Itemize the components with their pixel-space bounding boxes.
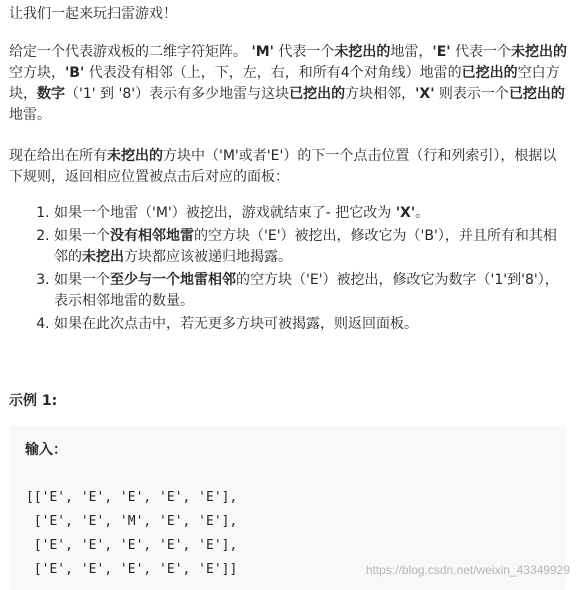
rule-item [54, 203, 559, 224]
text-span: 如果一个地雷（'M'）被挖出，游戏就结束了- 把它改为 [54, 205, 396, 221]
bold-term: 没有相邻地雷 [110, 228, 194, 244]
click-instruction-paragraph [9, 146, 569, 188]
text-span: 地雷。 [9, 107, 51, 123]
rule-item [54, 226, 559, 268]
text-span: 代表没有相邻（上，下，左，右，和所有4个对角线）地雷的 [84, 65, 462, 81]
rules-list [9, 203, 559, 337]
text-span: 如果一个 [54, 228, 110, 244]
bold-term: 已挖出的 [461, 65, 518, 81]
input-label: 输入： [25, 442, 67, 458]
rule-item [54, 270, 559, 312]
text-span: 方块都应该被递归地揭露。 [124, 249, 292, 265]
bold-term: 已挖出的 [289, 86, 346, 102]
text-span: 的空方块（'E'）被挖出，修改它为（'B'），并且所有和其相邻的 [54, 228, 557, 265]
text-span: 如果一个 [54, 272, 110, 288]
bold-term: 未挖出 [82, 249, 124, 265]
text-span: 给定一个代表游戏板的二维字符矩阵。 [9, 44, 252, 60]
example-input-code: [['E', 'E', 'E', 'E', 'E'], ['E', 'E', 'M', 'E', 'E'], ['E', 'E', 'E', 'E', 'E'], ['E', 'E', 'E', 'E', 'E']] [26, 490, 238, 577]
text-span: 方块中（'M'或者'E'）的下一个点击位置（行和列索引），根据以下规则，返回相应位置被点击后对应的面板： [9, 148, 557, 185]
watermark: https://blog.csdn.net/weixin_43349929 [365, 563, 570, 577]
bold-term: 已挖出的 [508, 86, 565, 102]
bold-term: 未挖出的 [334, 44, 391, 60]
text-span: 代表一个 [450, 44, 512, 60]
text-span: 空方块， [9, 65, 65, 81]
bold-term: 至少与一个地雷相邻 [110, 272, 236, 288]
example-title: 示例 1: [9, 393, 58, 409]
text-span: 代表一个 [273, 44, 335, 60]
code-term-e: 'E' [432, 44, 451, 60]
code-term-b: 'B' [65, 65, 85, 81]
text-span: 空白方块， [9, 65, 560, 102]
code-term-m: 'M' [251, 44, 274, 60]
text-span: 方块相邻， [345, 86, 416, 102]
bold-term: 未挖出的 [107, 148, 163, 164]
code-term-x: 'X' [415, 86, 435, 102]
text-span: 如果在此次点击中，若无更多方块可被揭露，则返回面板。 [54, 316, 418, 332]
rule-item [54, 314, 559, 335]
text-span: 则表示一个 [434, 86, 509, 102]
text-span: （'1' 到 '8'）表示有多少地雷与这块 [65, 86, 290, 102]
bold-term: 'X' [395, 205, 416, 221]
bold-term: 未挖出的 [511, 44, 568, 60]
intro-text: 让我们一起来玩扫雷游戏！ [9, 6, 177, 22]
board-definition-paragraph [9, 42, 569, 126]
text-span: 地雷， [390, 44, 433, 60]
text-span: 现在给出在所有 [9, 148, 107, 164]
text-span: 。 [415, 205, 430, 221]
text-span: 的空方块（'E'）被挖出，修改它为数字（'1'到'8'），表示相邻地雷的数量。 [54, 272, 559, 309]
bold-term: 数字 [37, 86, 65, 102]
